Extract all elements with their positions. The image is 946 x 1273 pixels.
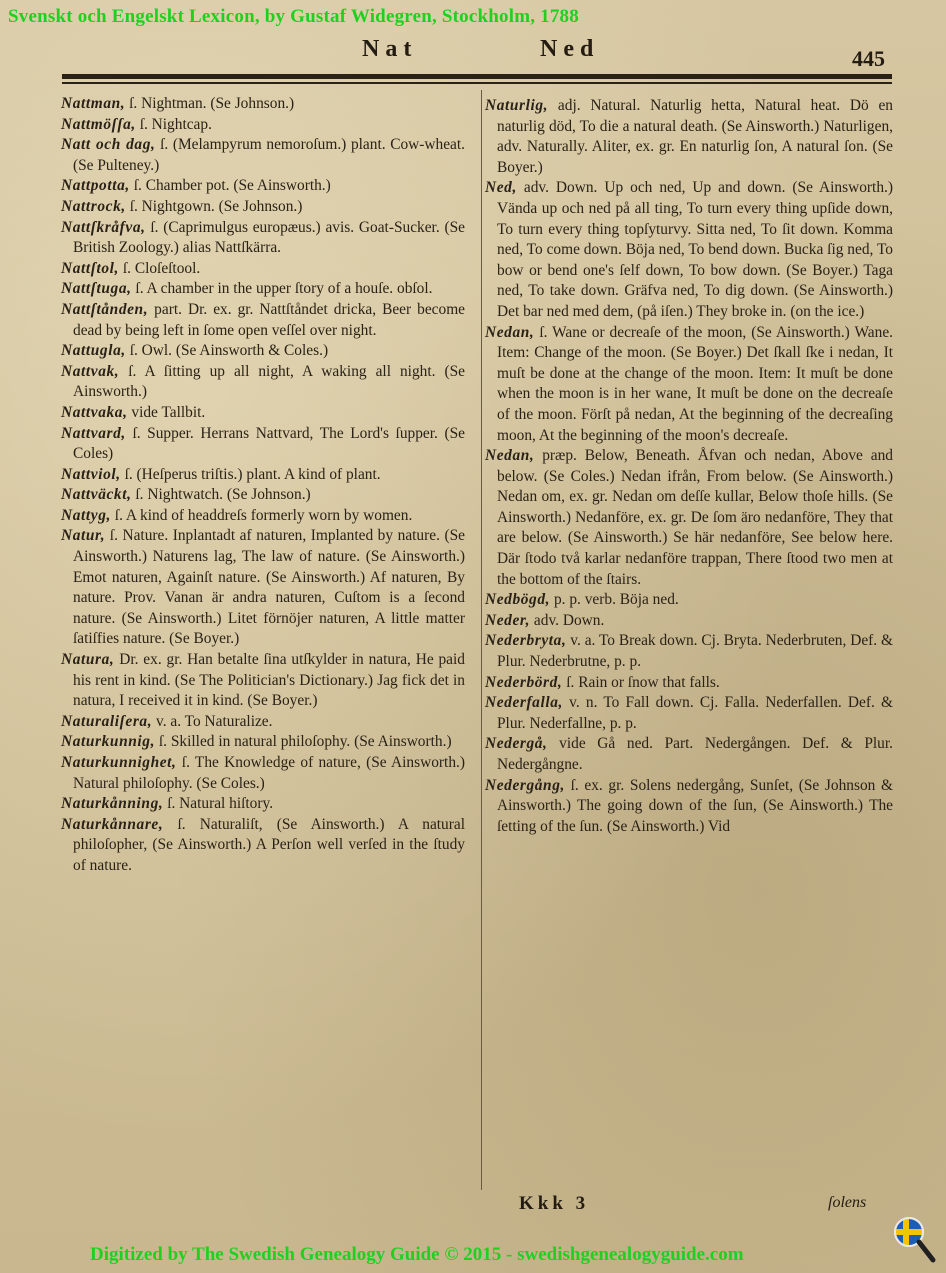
entry-headword: Nattväckt, xyxy=(61,486,132,504)
running-head-right: Ned xyxy=(540,36,600,62)
entry-headword: Naturkunnighet, xyxy=(61,754,177,771)
entry-headword: Nedergång, xyxy=(485,776,565,794)
entry-definition: v. a. To Break down. Cj. Bryta. Nederbruten, Def. & Plur. Nederbrutne, p. p. xyxy=(497,632,893,671)
entry-headword: Naturaliſera, xyxy=(61,712,153,730)
digitized-credit: Digitized by The Swedish Genealogy Guide © 2015 - swedishgenealogyguide.com xyxy=(90,1244,744,1265)
dictionary-entry xyxy=(475,96,893,178)
entry-headword: Nattſtuga, xyxy=(61,280,132,298)
catchword: ſolens xyxy=(828,1194,867,1211)
dictionary-entry xyxy=(55,753,465,794)
entry-definition: p. p. verb. Böja ned. xyxy=(553,591,679,609)
entry-definition: ſ. A kind of headdreſs formerly worn by women. xyxy=(114,506,413,524)
entry-headword: Nedan, xyxy=(485,447,535,465)
entry-definition: ſ. Rain or ſnow that falls. xyxy=(566,673,720,691)
digitized-title: Svenskt och Engelskt Lexicon, by Gustaf Widegren, Stockholm, 1788 xyxy=(8,6,579,27)
entry-definition: ſ. Nature. Inplantadt af naturen, Implanted by nature. (Se Ainsworth.) Naturens lag, The law of nature. (Se Ainsworth.) Emot naturen, Againſt nature. (Se Ainsworth.) Af naturen, By nature. Prov. Vanan är andra naturen, Cuſtom is a ſecond nature. (Se Ainsworth.) Litet förnöjer naturen, A little matter ſatiſfies nature. (Se Boyer.) xyxy=(73,527,465,648)
dictionary-entry xyxy=(55,300,465,341)
dictionary-entry xyxy=(55,197,465,218)
entry-definition: Dr. ex. gr. Han betalte ſina utſkylder in natura, He paid his rent in kind. (Se The Politician's Dictionary.) Jag fick det in natura, I received it in kind. (Se Boyer.) xyxy=(73,651,465,710)
entry-definition: præp. Below, Beneath. Åfvan och nedan, Above and below. (Se Coles.) Nedan ifrån, From below. (Se Ainsworth.) Nedan om, ex. gr. Nedan om deſſe kullar, Below thoſe hills. (Se Ainsworth.) Nedanföre, ex. gr. De ſom äro nedanföre, They that are below. (Se Ainsworth.) Se här nedanföre, See below here. Där ſtodo två karlar nedanföre trappan, There ſtood two men at the bottom of the ſtairs. xyxy=(497,447,893,588)
entry-definition: ſ. Chamber pot. (Se Ainsworth.) xyxy=(133,177,331,195)
entry-definition: ſ. (Melampyrum nemoroſum.) plant. Cow-wheat. (Se Pulteney.) xyxy=(73,136,465,174)
dictionary-entry xyxy=(475,776,893,838)
dictionary-entry xyxy=(475,631,893,672)
entry-headword: Nattrock, xyxy=(61,197,126,215)
entry-headword: Nattſtånden, xyxy=(61,300,149,318)
entry-headword: Nedan, xyxy=(485,323,535,341)
entry-definition: ſ. ex. gr. Solens nedergång, Sunſet, (Se Johnson & Ainsworth.) The going down of the ſun, (Se Ainsworth.) The ſetting of the ſun. (Se Ainsworth.) Vid xyxy=(497,776,893,835)
entry-headword: Naturkunnig, xyxy=(61,733,156,751)
dictionary-entry xyxy=(55,341,465,362)
entry-definition: v. n. To Fall down. Cj. Falla. Nederfallen. Def. & Plur. Nederfallne, p. p. xyxy=(497,694,893,732)
entry-definition: adj. Natural. Naturlig hetta, Natural heat. Dö en naturlig död, To die a natural death. (Se Ainsworth.) Naturligen, adv. Naturally. Aliter, ex. gr. En naturlig ſon, A natural ſon. (Se Boyer.) xyxy=(497,97,893,176)
dictionary-entry xyxy=(55,94,465,115)
dictionary-entry xyxy=(55,362,465,403)
entry-headword: Nattyg, xyxy=(61,506,111,524)
entry-headword: Neder, xyxy=(485,611,531,629)
entry-definition: ſ. (Caprimulgus europæus.) avis. Goat-Sucker. (Se British Zoology.) alias Nattſkärra. xyxy=(73,218,465,257)
dictionary-entry xyxy=(55,424,465,465)
entry-definition: vide Gå ned. Part. Nedergången. Def. & Plur. Nedergångne. xyxy=(497,735,893,773)
entry-definition: vide Tallbit. xyxy=(131,403,206,421)
dictionary-entry xyxy=(55,794,465,815)
dictionary-entry xyxy=(55,712,465,733)
entry-headword: Nattvak, xyxy=(61,362,120,380)
entry-headword: Natura, xyxy=(61,651,115,669)
dictionary-entry xyxy=(475,446,893,590)
entry-definition: ſ. A ſitting up all night, A waking all night. (Se Ainsworth.) xyxy=(73,362,465,401)
entry-definition: v. a. To Naturalize. xyxy=(156,712,273,730)
entry-headword: Naturkånnare, xyxy=(61,815,164,833)
entry-definition: ſ. Skilled in natural philoſophy. (Se Ainsworth.) xyxy=(158,733,452,751)
entry-definition: ſ. Nightwatch. (Se Johnson.) xyxy=(135,486,311,504)
entry-definition: ſ. The Knowledge of nature, (Se Ainsworth.) Natural philoſophy. (Se Coles.) xyxy=(73,754,465,792)
dictionary-entry xyxy=(475,178,893,322)
right-column xyxy=(475,96,893,837)
swedish-flag-magnifier-icon xyxy=(893,1216,937,1266)
entry-headword: Nattvard, xyxy=(61,424,126,442)
dictionary-entry xyxy=(475,673,893,694)
entry-headword: Nedbögd, xyxy=(485,591,551,609)
entry-headword: Nattvaka, xyxy=(61,403,128,421)
dictionary-entry xyxy=(55,279,465,300)
dictionary-entry xyxy=(55,465,465,486)
page-number: 445 xyxy=(852,46,885,71)
dictionary-entry xyxy=(55,650,465,712)
header-rule-thin xyxy=(62,82,892,84)
signature-mark: Kkk 3 xyxy=(519,1193,590,1214)
entry-headword: Natur, xyxy=(61,527,106,545)
entry-headword: Naturlig, xyxy=(485,97,549,114)
entry-headword: Nattſtol, xyxy=(61,259,119,277)
entry-headword: Nederfalla, xyxy=(485,694,563,712)
entry-definition: ſ. Nightgown. (Se Johnson.) xyxy=(129,197,303,215)
dictionary-entry xyxy=(55,815,465,877)
entry-headword: Nattugla, xyxy=(61,342,126,360)
dictionary-entry xyxy=(55,526,465,650)
entry-definition: ſ. (Heſperus triſtis.) plant. A kind of plant. xyxy=(124,465,381,483)
entry-headword: Nederbörd, xyxy=(485,673,563,691)
entry-definition: ſ. Wane or decreaſe of the moon, (Se Ainsworth.) Wane. Item: Change of the moon. (Se Boyer.) Det ſkall ſke i nedan, It muſt be done at the change of the moon. Item: It muſt be done when the moon is in her wane, It muſt be done on the decreaſe of the moon. Förſt på nedan, At the beginning of the decreaſing moon, At the beginning of the moon's decreaſe. xyxy=(497,323,893,444)
entry-definition: adv. Down. Up och ned, Up and down. (Se Ainsworth.) Vända up och ned på all ting, To turn every thing upſide down, To turn every thing topſyturvy. Sitta ned, To ſit down. Komma ned, To come down. Böja ned, To bend down. Bucka ſig ned, To bow or bend one's ſelf down, To bow down. (Se Boyer.) Taga ned, To take down. Gräfva ned, To dig down. (Se Ainsworth.) Det bar ned med dem, (på iſen.) They broke in. (on the ice.) xyxy=(497,179,893,320)
entry-definition: ſ. Cloſeſtool. xyxy=(122,259,201,277)
dictionary-entry xyxy=(475,590,893,611)
entry-headword: Natt och dag, xyxy=(61,136,156,154)
entry-headword: Nederbryta, xyxy=(485,632,567,650)
entry-definition: ſ. Nightman. (Se Johnson.) xyxy=(129,95,295,112)
entry-definition: ſ. Supper. Herrans Nattvard, The Lord's ſupper. (Se Coles) xyxy=(73,424,465,463)
entry-definition: adv. Down. xyxy=(533,611,605,629)
entry-headword: Nattſkråfva, xyxy=(61,218,146,236)
header-rule-thick xyxy=(62,74,892,79)
entry-headword: Ned, xyxy=(485,179,517,197)
entry-definition: ſ. Owl. (Se Ainsworth & Coles.) xyxy=(129,342,329,360)
entry-headword: Nattviol, xyxy=(61,465,121,483)
entry-headword: Naturkånning, xyxy=(61,795,164,813)
dictionary-entry xyxy=(55,403,465,424)
running-head-left: Nat xyxy=(362,36,418,62)
dictionary-entry xyxy=(55,115,465,136)
entry-definition: ſ. Nightcap. xyxy=(139,115,212,133)
entry-definition: ſ. Naturaliſt, (Se Ainsworth.) A natural philoſopher, (Se Ainsworth.) A Perſon well verſed in the ſtudy of nature. xyxy=(73,815,465,874)
dictionary-entry xyxy=(55,135,465,176)
dictionary-entry xyxy=(475,734,893,775)
dictionary-entry xyxy=(55,485,465,506)
dictionary-entry xyxy=(475,611,893,632)
dictionary-entry xyxy=(475,693,893,734)
left-column xyxy=(55,94,465,877)
entry-headword: Nattpotta, xyxy=(61,177,130,195)
entry-headword: Nedergå, xyxy=(485,735,548,753)
dictionary-entry xyxy=(475,323,893,447)
dictionary-entry xyxy=(55,218,465,259)
entry-definition: ſ. Natural hiſtory. xyxy=(167,795,274,813)
entry-definition: ſ. A chamber in the upper ſtory of a houſe. obſol. xyxy=(135,280,433,298)
dictionary-entry xyxy=(55,506,465,527)
dictionary-entry xyxy=(55,732,465,753)
entry-headword: Nattmöſſa, xyxy=(61,115,136,133)
dictionary-entry xyxy=(55,259,465,280)
dictionary-entry xyxy=(55,176,465,197)
entry-definition: part. Dr. ex. gr. Nattſtåndet dricka, Beer become dead by being left in ſome open veſſel over night. xyxy=(73,300,465,339)
entry-headword: Nattman, xyxy=(61,95,126,112)
